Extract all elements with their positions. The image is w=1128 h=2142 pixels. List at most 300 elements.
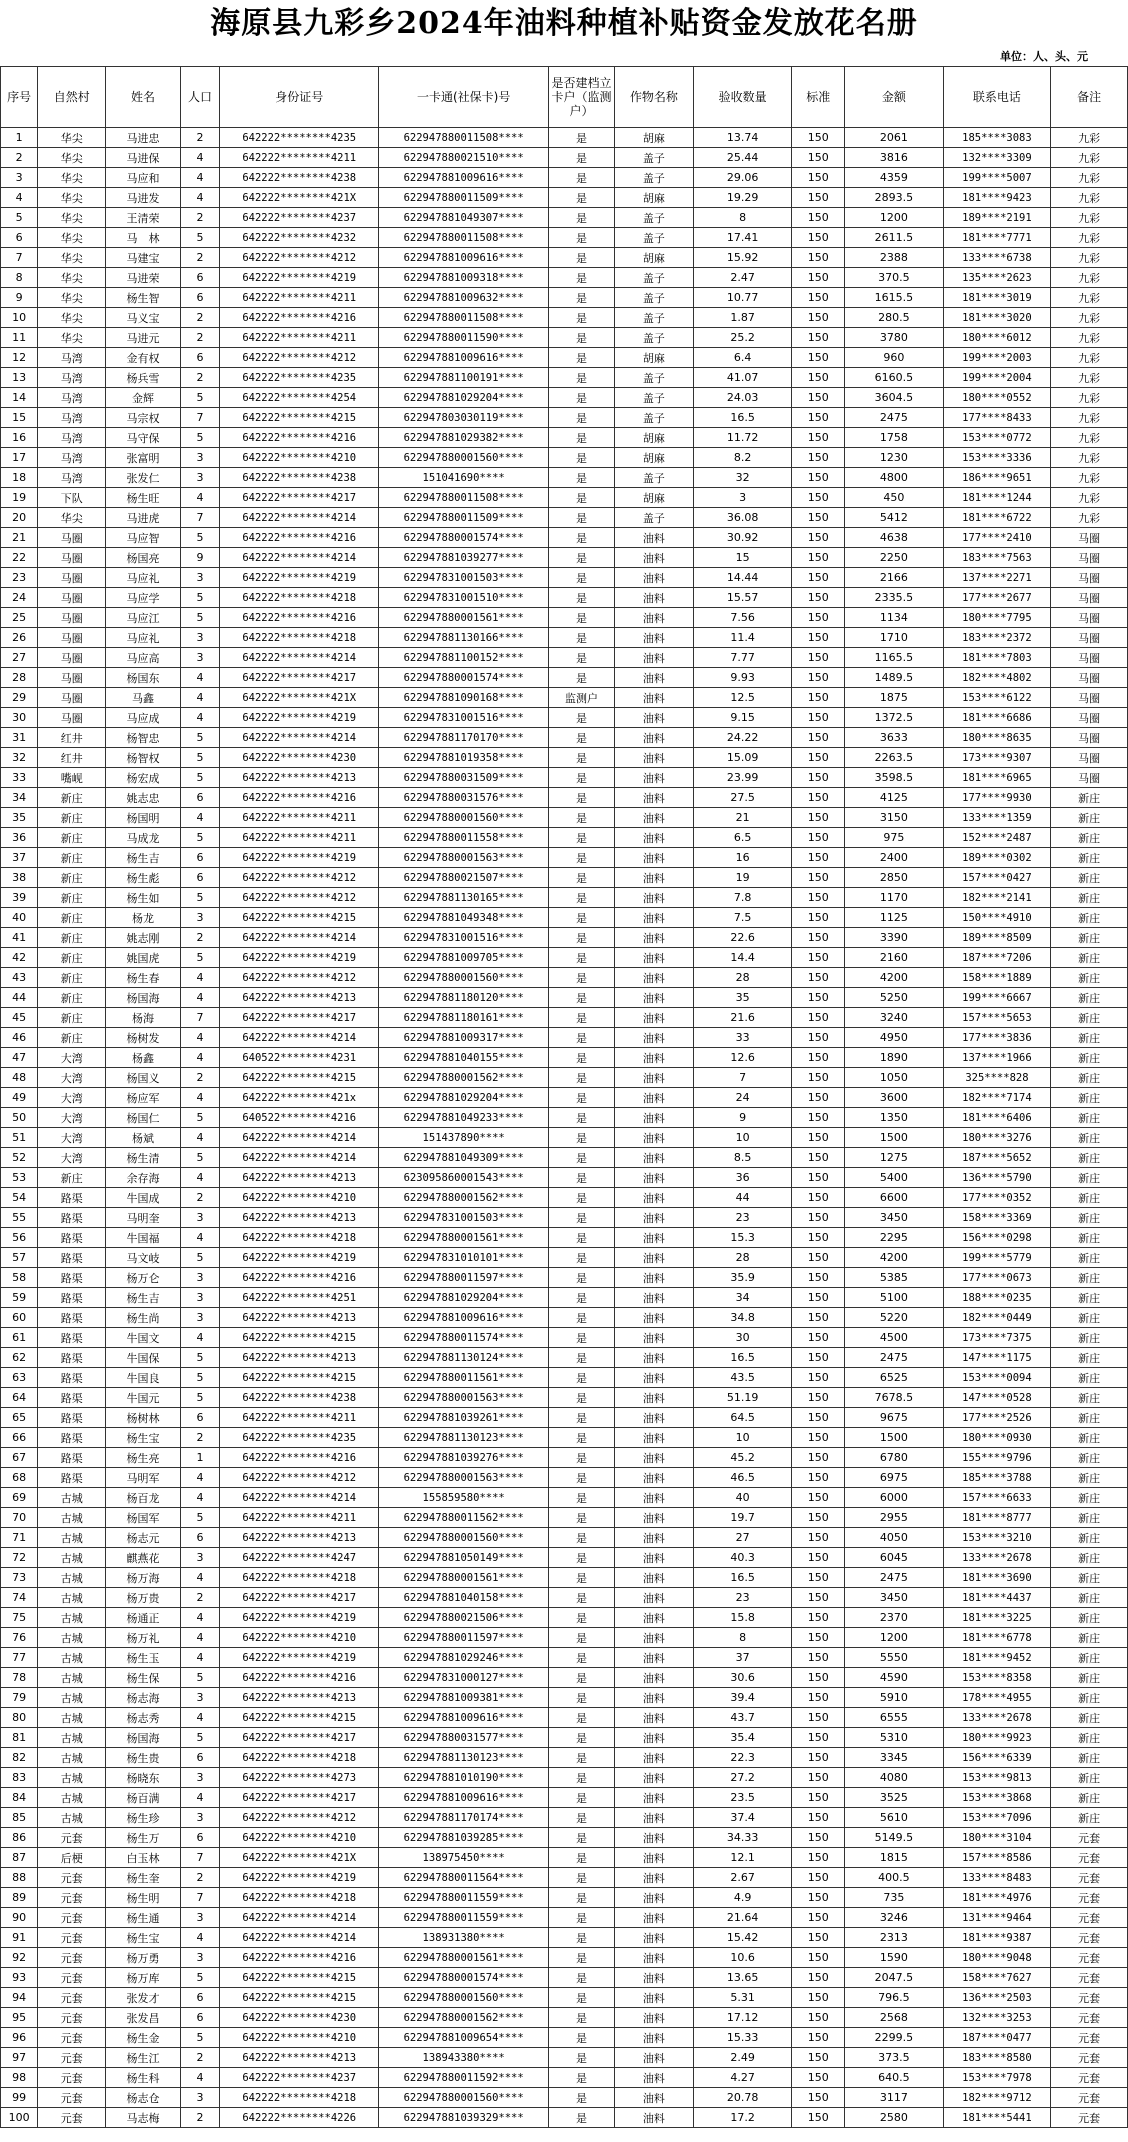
col-village-cell: 华尖 [38, 148, 106, 168]
col-registered-cell: 是 [549, 1008, 615, 1028]
col-village-cell: 路渠 [38, 1428, 106, 1448]
col-id-number-cell: 642222********4210 [220, 1828, 379, 1848]
col-index-cell: 35 [1, 808, 38, 828]
col-phone-cell: 177****2526 [943, 1408, 1050, 1428]
table-row [1, 268, 1128, 288]
col-phone-cell: 177****2677 [943, 588, 1050, 608]
col-village-cell: 红井 [38, 728, 106, 748]
col-registered-cell: 是 [549, 1268, 615, 1288]
col-name-cell: 杨国海 [106, 988, 181, 1008]
col-quantity-cell: 9.93 [693, 668, 792, 688]
table-row [1, 848, 1128, 868]
col-amount-cell: 4800 [845, 468, 944, 488]
col-population-cell: 5 [180, 1728, 219, 1748]
col-village-cell: 新庄 [38, 908, 106, 928]
col-registered-cell: 是 [549, 328, 615, 348]
col-id-number-cell: 642222********4219 [220, 848, 379, 868]
col-amount-cell: 2475 [845, 408, 944, 428]
col-population-cell: 4 [180, 148, 219, 168]
table-row [1, 1288, 1128, 1308]
col-quantity-cell: 35.4 [693, 1728, 792, 1748]
col-index-cell: 20 [1, 508, 38, 528]
col-standard-cell: 150 [792, 1268, 845, 1288]
col-phone-cell: 181****1244 [943, 488, 1050, 508]
col-standard-cell: 150 [792, 468, 845, 488]
col-population-cell: 2 [180, 1068, 219, 1088]
col-population-cell: 4 [180, 1628, 219, 1648]
col-amount-cell: 1875 [845, 688, 944, 708]
col-index-cell: 4 [1, 188, 38, 208]
col-remark-cell: 新庄 [1051, 1308, 1128, 1328]
col-standard-cell: 150 [792, 188, 845, 208]
col-standard-cell: 150 [792, 1468, 845, 1488]
col-village-cell: 马圈 [38, 588, 106, 608]
col-population-cell: 2 [180, 1188, 219, 1208]
col-crop-cell: 油料 [614, 1108, 693, 1128]
col-village-cell: 新庄 [38, 988, 106, 1008]
col-id-number-cell: 642222********4219 [220, 568, 379, 588]
col-village-cell: 古城 [38, 1748, 106, 1768]
col-phone-cell: 156****0298 [943, 1228, 1050, 1248]
col-name-cell: 白玉林 [106, 1848, 181, 1868]
col-id-number-cell: 642222********4213 [220, 1348, 379, 1368]
col-registered-cell: 监测户 [549, 688, 615, 708]
col-village-cell: 古城 [38, 1488, 106, 1508]
col-id-number-cell: 642222********4214 [220, 648, 379, 668]
col-card-number-cell: 155859580**** [379, 1488, 549, 1508]
table-row [1, 488, 1128, 508]
col-standard-cell: 150 [792, 908, 845, 928]
col-crop-cell: 油料 [614, 708, 693, 728]
col-amount-cell: 6600 [845, 1188, 944, 1208]
col-standard-cell: 150 [792, 1928, 845, 1948]
col-phone-cell: 133****2678 [943, 1548, 1050, 1568]
col-crop-cell: 盖子 [614, 388, 693, 408]
col-phone-cell: 158****1889 [943, 968, 1050, 988]
col-standard-cell: 150 [792, 288, 845, 308]
col-crop-cell: 油料 [614, 1568, 693, 1588]
col-quantity-cell: 1.87 [693, 308, 792, 328]
col-amount-cell: 2611.5 [845, 228, 944, 248]
col-crop-cell: 油料 [614, 1048, 693, 1068]
col-index-cell: 2 [1, 148, 38, 168]
col-remark-cell: 马圈 [1051, 568, 1128, 588]
col-population-cell: 6 [180, 1828, 219, 1848]
col-card-number-cell: 622947881049348**** [379, 908, 549, 928]
col-phone-cell: 153****7096 [943, 1808, 1050, 1828]
col-standard-cell: 150 [792, 1788, 845, 1808]
col-name-cell: 金有权 [106, 348, 181, 368]
col-quantity-cell: 34.8 [693, 1308, 792, 1328]
col-standard-cell: 150 [792, 408, 845, 428]
col-index-cell: 100 [1, 2108, 38, 2128]
col-id-number-cell: 642222********4212 [220, 1808, 379, 1828]
col-id-number-cell: 642222********4210 [220, 1188, 379, 1208]
col-index-cell: 14 [1, 388, 38, 408]
col-name-cell: 马 林 [106, 228, 181, 248]
col-id-number-cell: 642222********4217 [220, 1728, 379, 1748]
col-id-number-cell: 642222********421X [220, 688, 379, 708]
col-population-cell: 2 [180, 328, 219, 348]
col-amount-cell: 1200 [845, 208, 944, 228]
table-row [1, 1808, 1128, 1828]
col-remark-cell: 新庄 [1051, 1148, 1128, 1168]
col-phone-cell: 178****4955 [943, 1688, 1050, 1708]
col-card-number-cell: 622947880001560**** [379, 1528, 549, 1548]
col-name-cell: 牛国成 [106, 1188, 181, 1208]
col-name-cell: 杨生吉 [106, 1288, 181, 1308]
col-quantity-cell: 15.09 [693, 748, 792, 768]
unit-note: 单位：人、头、元 [1000, 50, 1088, 63]
col-id-number-cell: 642222********4247 [220, 1548, 379, 1568]
col-amount-cell: 2370 [845, 1608, 944, 1628]
col-phone-cell: 153****9813 [943, 1768, 1050, 1788]
col-population-cell: 5 [180, 828, 219, 848]
col-remark-cell: 九彩 [1051, 408, 1128, 428]
col-standard-cell: 150 [792, 1308, 845, 1328]
header-row [1, 67, 1128, 128]
col-population-cell: 3 [180, 1948, 219, 1968]
col-card-number-cell: 622947880001561**** [379, 608, 549, 628]
col-index-cell: 7 [1, 248, 38, 268]
col-card-number-cell: 622947880011590**** [379, 328, 549, 348]
col-card-number-cell: 622947881009318**** [379, 268, 549, 288]
col-population-cell: 3 [180, 1688, 219, 1708]
col-population-cell: 3 [180, 568, 219, 588]
col-name-cell: 马成龙 [106, 828, 181, 848]
col-id-number-cell: 642222********4232 [220, 228, 379, 248]
col-remark-cell: 九彩 [1051, 488, 1128, 508]
col-quantity-cell: 24.22 [693, 728, 792, 748]
col-registered-cell: 是 [549, 2008, 615, 2028]
col-village-cell: 路渠 [38, 1388, 106, 1408]
col-registered-cell: 是 [549, 188, 615, 208]
col-name-cell: 杨万贵 [106, 1588, 181, 1608]
col-index-cell: 98 [1, 2068, 38, 2088]
col-phone-cell: 136****5790 [943, 1168, 1050, 1188]
col-index-cell: 51 [1, 1128, 38, 1148]
col-id-number-cell: 642222********4211 [220, 1408, 379, 1428]
col-card-number-cell: 622947881009616**** [379, 348, 549, 368]
col-name-cell: 杨志元 [106, 1528, 181, 1548]
col-amount-cell: 4125 [845, 788, 944, 808]
col-id-number-cell: 642222********4215 [220, 1968, 379, 1988]
table-row [1, 1868, 1128, 1888]
col-village-cell: 华尖 [38, 168, 106, 188]
col-phone-cell: 199****5007 [943, 168, 1050, 188]
table-row [1, 508, 1128, 528]
table-row [1, 1988, 1128, 2008]
table-row [1, 1548, 1128, 1568]
col-card-number-cell: 622947880001574**** [379, 1968, 549, 1988]
col-crop-cell: 盖子 [614, 408, 693, 428]
col-index-cell: 71 [1, 1528, 38, 1548]
col-crop-cell: 油料 [614, 1588, 693, 1608]
col-quantity-cell: 2.67 [693, 1868, 792, 1888]
col-population-cell: 6 [180, 1408, 219, 1428]
col-id-number-cell: 642222********4213 [220, 1528, 379, 1548]
col-remark-cell: 马圈 [1051, 708, 1128, 728]
col-phone-cell: 182****9712 [943, 2088, 1050, 2108]
col-village-cell: 元套 [38, 1868, 106, 1888]
col-standard-cell: 150 [792, 508, 845, 528]
col-standard-cell: 150 [792, 1568, 845, 1588]
col-quantity-cell: 37.4 [693, 1808, 792, 1828]
col-standard-cell: 150 [792, 1388, 845, 1408]
col-standard-cell: 150 [792, 1028, 845, 1048]
col-name-cell: 杨兵雪 [106, 368, 181, 388]
col-card-number-cell: 151041690**** [379, 468, 549, 488]
col-phone-cell: 181****9423 [943, 188, 1050, 208]
col-id-number-cell: 642222********4212 [220, 348, 379, 368]
col-phone-cell: 133****1359 [943, 808, 1050, 828]
col-standard-cell: 150 [792, 708, 845, 728]
col-crop-cell: 油料 [614, 1828, 693, 1848]
col-amount-cell: 2850 [845, 868, 944, 888]
col-id-number-cell: 642222********4273 [220, 1768, 379, 1788]
col-amount-cell: 5550 [845, 1648, 944, 1668]
table-row [1, 648, 1128, 668]
col-quantity-cell: 4.9 [693, 1888, 792, 1908]
col-name-cell: 张发仁 [106, 468, 181, 488]
col-quantity-cell: 2.49 [693, 2048, 792, 2068]
col-remark-cell: 新庄 [1051, 1108, 1128, 1128]
table-row [1, 2068, 1128, 2088]
col-village-cell: 元套 [38, 2048, 106, 2068]
col-crop-cell: 胡麻 [614, 248, 693, 268]
col-remark-cell: 马圈 [1051, 688, 1128, 708]
col-standard-cell: 150 [792, 1248, 845, 1268]
col-remark-cell: 新庄 [1051, 1428, 1128, 1448]
col-village-cell: 大湾 [38, 1068, 106, 1088]
col-population-cell: 7 [180, 1848, 219, 1868]
col-village-cell: 华尖 [38, 208, 106, 228]
col-crop-cell: 油料 [614, 1868, 693, 1888]
col-index-cell: 78 [1, 1668, 38, 1688]
col-registered-cell: 是 [549, 1848, 615, 1868]
col-standard-cell: 150 [792, 1328, 845, 1348]
col-name-cell: 牛国良 [106, 1368, 181, 1388]
col-standard-cell: 150 [792, 1208, 845, 1228]
col-remark-cell: 新庄 [1051, 988, 1128, 1008]
col-quantity-cell: 17.41 [693, 228, 792, 248]
col-card-number-cell: 622947881029204**** [379, 388, 549, 408]
col-card-number-cell: 622947880001574**** [379, 668, 549, 688]
col-index-cell: 40 [1, 908, 38, 928]
col-quantity-cell: 10.6 [693, 1948, 792, 1968]
col-amount-cell: 796.5 [845, 1988, 944, 2008]
col-crop-cell: 油料 [614, 648, 693, 668]
col-phone-cell: 182****2141 [943, 888, 1050, 908]
col-index-cell: 62 [1, 1348, 38, 1368]
col-village-cell: 新庄 [38, 968, 106, 988]
col-standard-cell: 150 [792, 268, 845, 288]
col-registered-cell: 是 [549, 1748, 615, 1768]
col-card-number-cell: 622947881130123**** [379, 1748, 549, 1768]
col-card-number-cell: 622947881050149**** [379, 1548, 549, 1568]
col-card-number-cell: 622947880011561**** [379, 1368, 549, 1388]
col-crop-cell: 油料 [614, 1728, 693, 1748]
col-amount-cell: 1758 [845, 428, 944, 448]
col-amount-cell: 2568 [845, 2008, 944, 2028]
col-index-cell: 52 [1, 1148, 38, 1168]
col-id-number-cell: 642222********4210 [220, 2028, 379, 2048]
col-quantity-cell: 23.99 [693, 768, 792, 788]
col-name-cell: 王清荣 [106, 208, 181, 228]
col-phone-cell: 180****3276 [943, 1128, 1050, 1148]
col-amount-cell: 1590 [845, 1948, 944, 1968]
col-remark-cell: 九彩 [1051, 248, 1128, 268]
col-name-cell: 马进发 [106, 188, 181, 208]
col-population-cell: 5 [180, 2028, 219, 2048]
col-name-cell: 马鑫 [106, 688, 181, 708]
col-quantity-cell: 11.72 [693, 428, 792, 448]
col-id-number-cell: 642222********4211 [220, 808, 379, 828]
col-phone-cell: 158****7627 [943, 1968, 1050, 1988]
col-population-cell: 4 [180, 968, 219, 988]
col-name-cell: 杨国仁 [106, 1108, 181, 1128]
col-quantity-cell: 5.31 [693, 1988, 792, 2008]
col-quantity-cell: 14.4 [693, 948, 792, 968]
col-phone-cell: 182****4802 [943, 668, 1050, 688]
col-amount-cell: 1615.5 [845, 288, 944, 308]
col-population-cell: 7 [180, 1888, 219, 1908]
col-quantity-cell: 30 [693, 1328, 792, 1348]
col-name-cell: 杨生明 [106, 1888, 181, 1908]
col-registered-cell: 是 [549, 1988, 615, 2008]
col-phone-cell: 177****0673 [943, 1268, 1050, 1288]
col-id-number-cell: 642222********4212 [220, 888, 379, 908]
col-population-cell: 4 [180, 668, 219, 688]
col-standard-cell: 150 [792, 588, 845, 608]
col-name-cell: 牛国元 [106, 1388, 181, 1408]
col-standard-cell: 150 [792, 968, 845, 988]
col-amount-cell: 450 [845, 488, 944, 508]
col-name-cell: 马建宝 [106, 248, 181, 268]
col-remark-cell: 马圈 [1051, 768, 1128, 788]
col-village-cell: 新庄 [38, 1008, 106, 1028]
col-remark-cell: 新庄 [1051, 828, 1128, 848]
col-card-number-cell: 622947881170174**** [379, 1808, 549, 1828]
col-registered-cell: 是 [549, 808, 615, 828]
col-crop-cell: 油料 [614, 1208, 693, 1228]
col-id-number-cell: 642222********4214 [220, 508, 379, 528]
col-remark-cell: 元套 [1051, 1848, 1128, 1868]
col-card-number-cell: 138931380**** [379, 1928, 549, 1948]
col-village-cell: 马圈 [38, 568, 106, 588]
col-card-number-cell: 622947880011559**** [379, 1908, 549, 1928]
col-quantity-cell: 36.08 [693, 508, 792, 528]
col-standard-cell: 150 [792, 1668, 845, 1688]
col-id-number-cell: 642222********4238 [220, 168, 379, 188]
col-amount-header: 金额 [845, 67, 944, 128]
subsidy-table [0, 66, 1128, 2128]
col-remark-cell: 新庄 [1051, 1648, 1128, 1668]
col-amount-cell: 2475 [845, 1568, 944, 1588]
col-phone-cell: 147****1175 [943, 1348, 1050, 1368]
col-village-cell: 马圈 [38, 608, 106, 628]
col-amount-cell: 5400 [845, 1168, 944, 1188]
col-standard-cell: 150 [792, 788, 845, 808]
col-card-number-cell: 622947881009654**** [379, 2028, 549, 2048]
table-row [1, 568, 1128, 588]
col-registered-cell: 是 [549, 1568, 615, 1588]
col-index-cell: 29 [1, 688, 38, 708]
col-population-cell: 4 [180, 488, 219, 508]
col-registered-cell: 是 [549, 708, 615, 728]
col-remark-cell: 新庄 [1051, 1288, 1128, 1308]
col-name-cell: 杨智权 [106, 748, 181, 768]
col-remark-cell: 新庄 [1051, 1408, 1128, 1428]
col-name-cell: 马守保 [106, 428, 181, 448]
col-crop-cell: 油料 [614, 1768, 693, 1788]
col-card-number-cell: 622947881180161**** [379, 1008, 549, 1028]
col-village-cell: 马湾 [38, 388, 106, 408]
table-row [1, 1748, 1128, 1768]
col-phone-cell: 181****9387 [943, 1928, 1050, 1948]
col-amount-cell: 2250 [845, 548, 944, 568]
col-standard-cell: 150 [792, 1868, 845, 1888]
col-standard-cell: 150 [792, 1828, 845, 1848]
col-quantity-cell: 39.4 [693, 1688, 792, 1708]
col-quantity-cell: 8.2 [693, 448, 792, 468]
col-population-cell: 5 [180, 948, 219, 968]
col-village-cell: 新庄 [38, 928, 106, 948]
col-remark-cell: 新庄 [1051, 1188, 1128, 1208]
col-quantity-cell: 23 [693, 1588, 792, 1608]
col-name-cell: 杨国明 [106, 808, 181, 828]
col-id-number-cell: 642222********4235 [220, 1428, 379, 1448]
col-name-cell: 马宗权 [106, 408, 181, 428]
col-remark-cell: 九彩 [1051, 428, 1128, 448]
col-index-cell: 30 [1, 708, 38, 728]
col-registered-cell: 是 [549, 608, 615, 628]
col-id-number-cell: 642222********4214 [220, 1128, 379, 1148]
col-population-cell: 6 [180, 1528, 219, 1548]
col-index-cell: 45 [1, 1008, 38, 1028]
col-quantity-cell: 44 [693, 1188, 792, 1208]
col-crop-cell: 盖子 [614, 228, 693, 248]
col-crop-cell: 盖子 [614, 288, 693, 308]
col-name-cell: 杨生保 [106, 1668, 181, 1688]
col-phone-cell: 199****5779 [943, 1248, 1050, 1268]
col-name-cell: 马应礼 [106, 628, 181, 648]
col-name-cell: 马应和 [106, 168, 181, 188]
col-name-cell: 马进荣 [106, 268, 181, 288]
col-crop-cell: 油料 [614, 1008, 693, 1028]
col-name-cell: 杨生奎 [106, 1868, 181, 1888]
col-index-cell: 90 [1, 1908, 38, 1928]
col-crop-cell: 油料 [614, 1408, 693, 1428]
col-amount-cell: 1200 [845, 1628, 944, 1648]
col-registered-cell: 是 [549, 568, 615, 588]
col-village-cell: 马湾 [38, 448, 106, 468]
col-village-cell: 路渠 [38, 1448, 106, 1468]
col-phone-cell: 150****4910 [943, 908, 1050, 928]
col-population-cell: 4 [180, 1128, 219, 1148]
col-village-cell: 新庄 [38, 848, 106, 868]
col-card-number-cell: 622947880001560**** [379, 968, 549, 988]
col-card-number-cell: 622947880011509**** [379, 508, 549, 528]
table-row [1, 1788, 1128, 1808]
col-population-cell: 2 [180, 2108, 219, 2128]
col-id-number-cell: 642222********4230 [220, 2008, 379, 2028]
col-standard-header: 标准 [792, 67, 845, 128]
col-phone-cell: 183****2372 [943, 628, 1050, 648]
col-remark-cell: 九彩 [1051, 468, 1128, 488]
col-name-cell: 杨生万 [106, 1828, 181, 1848]
col-village-cell: 古城 [38, 1568, 106, 1588]
